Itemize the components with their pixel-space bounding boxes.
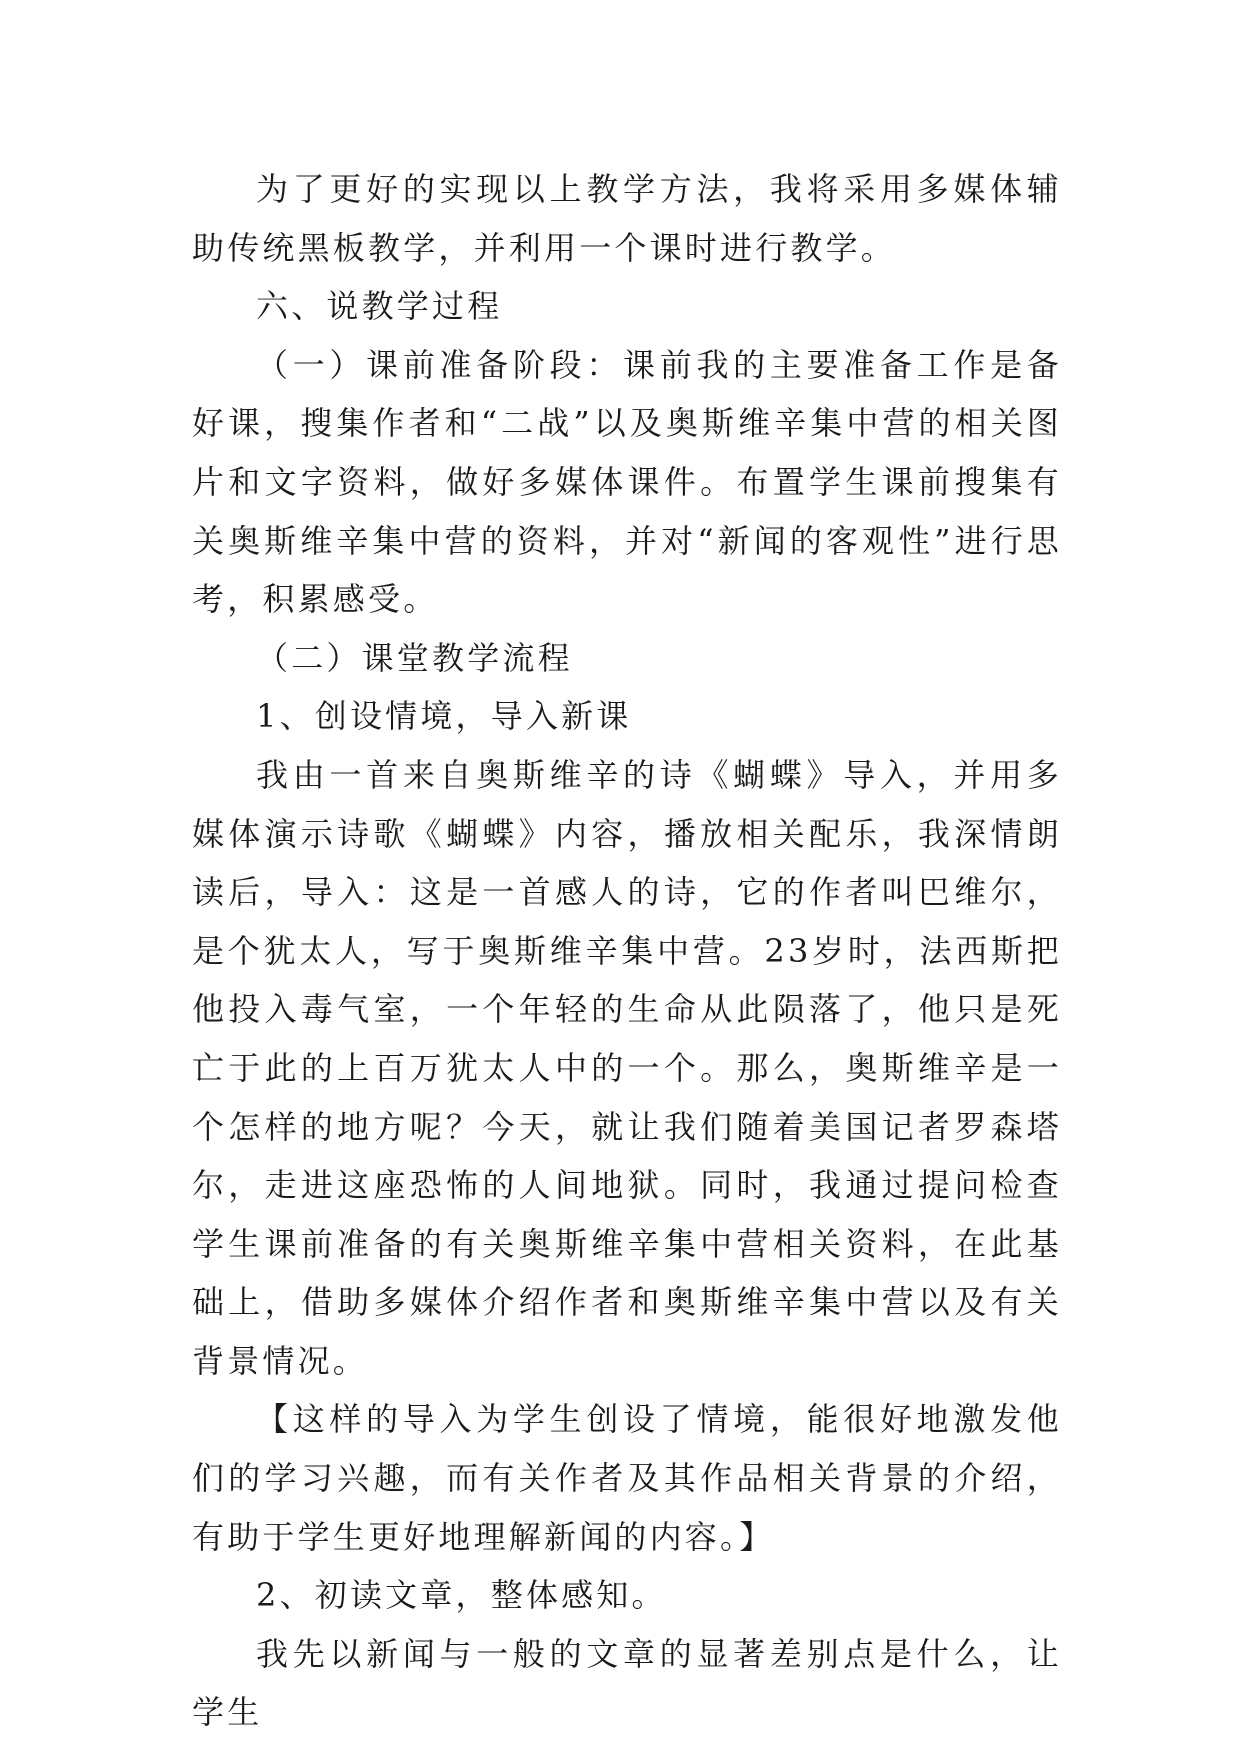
paragraph-teaching-method: 为了更好的实现以上教学方法，我将采用多媒体辅助传统黑板教学，并利用一个课时进行教学。 — [192, 170, 1062, 267]
document-body — [192, 160, 1062, 1742]
paragraph-first-reading: 我先以新闻与一般的文章的显著差别点是什么，让学生 — [192, 1634, 1062, 1732]
paragraph-preparation-stage: （一）课前准备阶段：课前我的主要准备工作是备好课，搜集作者和“二战”以及奥斯维辛集中营的相关图片和文字资料，做好多媒体课件。布置学生课前搜集有关奥斯维辛集中营的资料，并对“新闻的客观性”进行思考，积累感受。 — [192, 345, 1062, 619]
heading-step-2: 2、初读文章，整体感知。 — [256, 1576, 667, 1615]
heading-classroom-flow: （二）课堂教学流程 — [256, 638, 573, 677]
heading-step-1: 1、创设情境，导入新课 — [256, 697, 632, 736]
heading-teaching-process: 六、说教学过程 — [256, 287, 503, 326]
paragraph-introduction: 我由一首来自奥斯维辛的诗《蝴蝶》导入，并用多媒体演示诗歌《蝴蝶》内容，播放相关配乐，我深情朗读后，导入：这是一首感人的诗，它的作者叫巴维尔，是个犹太人，写于奥斯维辛集中营。23岁时，法西斯把他投入毒气室，一个年轻的生命从此陨落了，他只是死亡于此的上百万犹太人中的一个。那么，奥斯维辛是一个怎样的地方呢？今天，就让我们随着美国记者罗森塔尔，走进这座恐怖的人间地狱。同时，我通过提问检查学生课前准备的有关奥斯维辛集中营相关资料，在此基础上，借助多媒体介绍作者和奥斯维辛集中营以及有关背景情况。 — [192, 755, 1062, 1380]
paragraph-note: 【这样的导入为学生创设了情境，能很好地激发他们的学习兴趣，而有关作者及其作品相关背景的介绍，有助于学生更好地理解新闻的内容。】 — [192, 1400, 1062, 1556]
